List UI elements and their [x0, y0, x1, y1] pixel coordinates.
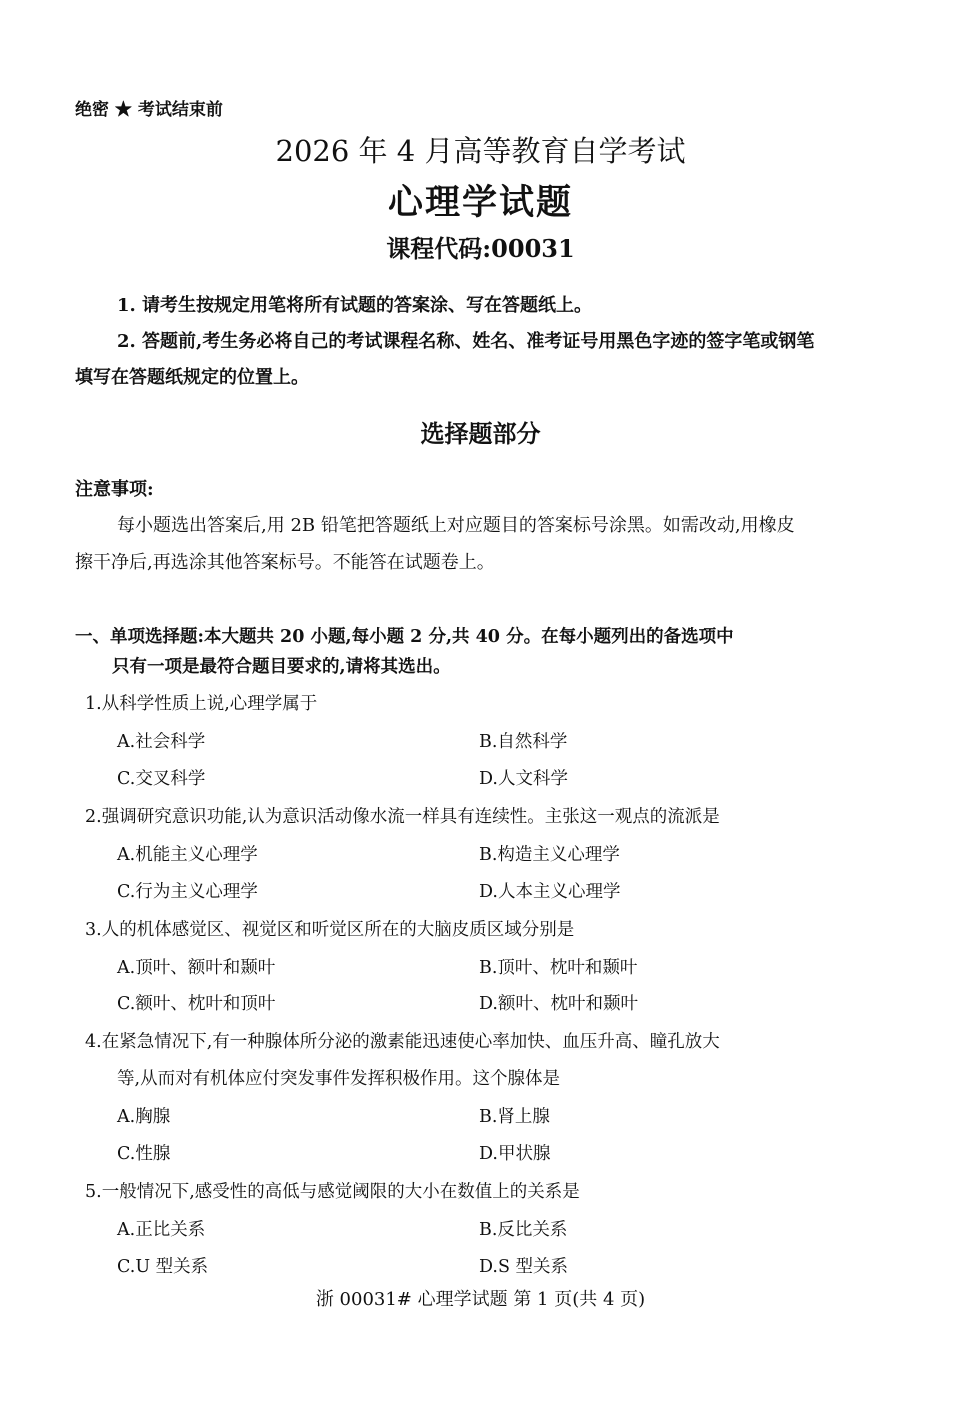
question-1-option-d: D.人文科学 [479, 769, 568, 789]
instruction-line-2: 2. 答题前,考生务必将自己的考试课程名称、姓名、准考证号用黑色字迹的签字笔或钢笔 [117, 331, 815, 352]
question-1-option-b: B.自然科学 [479, 732, 568, 752]
question-4-option-c: C.性腺 [117, 1144, 171, 1164]
instruction-line-2-continued: 填写在答题纸规定的位置上。 [75, 367, 309, 388]
part-heading-line-2: 只有一项是最符合题目要求的,请将其选出。 [112, 657, 451, 677]
question-4-stem: 4.在紧急情况下,有一种腺体所分泌的激素能迅速使心率加快、血压升高、瞳孔放大 [85, 1032, 720, 1052]
subject-title: 心理学试题 [387, 182, 573, 223]
question-3-option-c: C.额叶、枕叶和顶叶 [117, 994, 276, 1014]
question-5-stem: 5.一般情况下,感受性的高低与感觉阈限的大小在数值上的关系是 [85, 1182, 580, 1202]
confidential-label: 绝密 ★ 考试结束前 [75, 100, 223, 120]
question-1-option-a: A.社会科学 [117, 732, 206, 752]
question-3-option-b: B.顶叶、枕叶和颞叶 [479, 958, 638, 978]
question-5-option-c: C.U 型关系 [117, 1257, 209, 1277]
notice-line-2: 擦干净后,再选涂其他答案标号。不能答在试题卷上。 [75, 552, 495, 573]
page-footer: 浙 00031# 心理学试题 第 1 页(共 4 页) [315, 1289, 646, 1310]
section-title: 选择题部分 [420, 419, 541, 448]
question-5-option-a: A.正比关系 [117, 1220, 206, 1240]
part-heading-line-1: 一、单项选择题:本大题共 20 小题,每小题 2 分,共 40 分。在每小题列出的备选项中 [75, 627, 734, 647]
question-3-option-d: D.额叶、枕叶和颞叶 [479, 994, 638, 1014]
notice-title: 注意事项: [75, 479, 154, 500]
notice-line-1: 每小题选出答案后,用 2B 铅笔把答题纸上对应题目的答案标号涂黑。如需改动,用橡皮 [117, 515, 795, 536]
instruction-line-1: 1. 请考生按规定用笔将所有试题的答案涂、写在答题纸上。 [117, 295, 593, 316]
question-1-option-c: C.交叉科学 [117, 769, 206, 789]
question-4-option-a: A.胸腺 [117, 1107, 171, 1127]
question-2-option-a: A.机能主义心理学 [117, 845, 258, 865]
question-2-option-c: C.行为主义心理学 [117, 882, 258, 902]
exam-title: 2026 年 4 月高等教育自学考试 [275, 134, 686, 168]
question-2-option-d: D.人本主义心理学 [479, 882, 621, 902]
question-4-option-d: D.甲状腺 [479, 1144, 551, 1164]
question-5-option-b: B.反比关系 [479, 1220, 568, 1240]
question-1-stem: 1.从科学性质上说,心理学属于 [85, 694, 318, 714]
question-4-option-b: B.肾上腺 [479, 1107, 550, 1127]
question-2-stem: 2.强调研究意识功能,认为意识活动像水流一样具有连续性。主张这一观点的流派是 [85, 807, 720, 827]
question-5-option-d: D.S 型关系 [479, 1257, 569, 1277]
question-4-stem-continued: 等,从而对有机体应付突发事件发挥积极作用。这个腺体是 [117, 1069, 561, 1089]
question-3-option-a: A.顶叶、额叶和颞叶 [117, 958, 276, 978]
question-3-stem: 3.人的机体感觉区、视觉区和听觉区所在的大脑皮质区域分别是 [85, 920, 575, 940]
course-code: 课程代码:00031 [386, 234, 575, 263]
question-2-option-b: B.构造主义心理学 [479, 845, 620, 865]
